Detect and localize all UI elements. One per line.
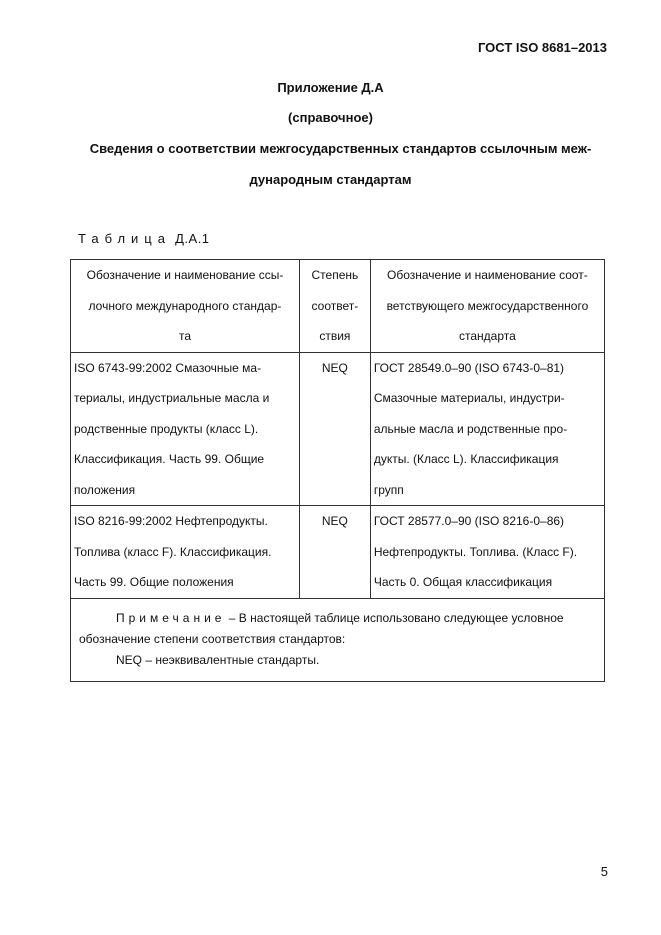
cell-line: дукты. (Класс L). Классификация: [373, 452, 559, 466]
header-degree: [299, 260, 370, 353]
cell-line: Нефтепродукты. Топлива. (Класс F).: [373, 544, 578, 559]
cell-line: Смазочные материалы, индустри-: [373, 391, 565, 405]
degree-cell: NEQ: [299, 352, 370, 506]
note-text-2: обозначение степени соответствия стандартов:: [79, 631, 346, 646]
cell-line: Часть 99. Общие положения: [74, 575, 234, 589]
cell-line: положения: [74, 482, 136, 497]
cell-line: Топлива (класс F). Классификация.: [74, 544, 272, 559]
table-caption-number: Д.А.1: [175, 231, 210, 246]
header-col2-line: Степень: [311, 268, 359, 282]
header-national-standard: [370, 260, 604, 353]
standard-designation: ГОСТ ISO 8681–2013: [477, 40, 607, 55]
table-row: [71, 506, 605, 599]
note-line-1: [79, 608, 596, 629]
cell-line: ГОСТ 28549.0–90 (ISO 6743-0–81): [373, 360, 565, 375]
national-standard-cell: [370, 506, 604, 599]
cell-line: ГОСТ 28577.0–90 (ISO 8216-0–86): [373, 514, 565, 528]
cell-line: териалы, индустриальные масла и: [74, 391, 270, 405]
header-col2-line: соответ-: [311, 298, 359, 313]
header-col1-line: та: [178, 329, 191, 343]
header-col2-line: ствия: [319, 329, 351, 343]
table-note: [71, 598, 605, 681]
table-row: [71, 352, 605, 506]
degree-cell: NEQ: [299, 506, 370, 599]
cell-line: Классификация. Часть 99. Общие: [74, 452, 265, 466]
cell-line: ISO 6743-99:2002 Смазочные ма-: [74, 360, 262, 375]
cell-line: альные масла и родственные про-: [373, 421, 568, 436]
appendix-subtitle: (справочное): [288, 110, 373, 125]
national-standard-cell: [370, 352, 604, 506]
header-international-standard: [71, 260, 300, 353]
header-col1-line: Обозначение и наименование ссы-: [86, 268, 284, 282]
table-header-row: [71, 260, 605, 353]
international-standard-cell: [71, 506, 300, 599]
table-note-row: [71, 598, 605, 681]
appendix-heading-line1: Сведения о соответствии межгосударственных стандартов ссылочным меж-: [89, 141, 592, 156]
note-label: Примечание: [116, 610, 226, 625]
international-standard-cell: [71, 352, 300, 506]
header-col1-line: лочного международного стандар-: [88, 298, 282, 313]
correspondence-table: [70, 259, 605, 682]
cell-line: ISO 8216-99:2002 Нефтепродукты.: [74, 514, 268, 528]
table-caption: [78, 231, 210, 246]
note-text-3: NEQ – неэквивалентные стандарты.: [116, 652, 320, 667]
appendix-title: Приложение Д.А: [277, 80, 384, 95]
header-col3-line: стандарта: [459, 329, 516, 343]
cell-line: Часть 0. Общая классификация: [373, 575, 553, 589]
header-col3-line: Обозначение и наименование соот-: [387, 268, 588, 282]
page-number: 5: [600, 864, 608, 879]
cell-line: родственные продукты (класс L).: [74, 421, 259, 436]
header-col3-line: ветствующего межгосударственного: [386, 298, 589, 313]
appendix-heading-line2: дународным стандартам: [249, 172, 412, 187]
table-caption-label: Таблица: [78, 231, 171, 246]
note-text-1: – В настоящей таблице использовано следующее условное: [225, 610, 564, 625]
cell-line: групп: [373, 482, 404, 497]
